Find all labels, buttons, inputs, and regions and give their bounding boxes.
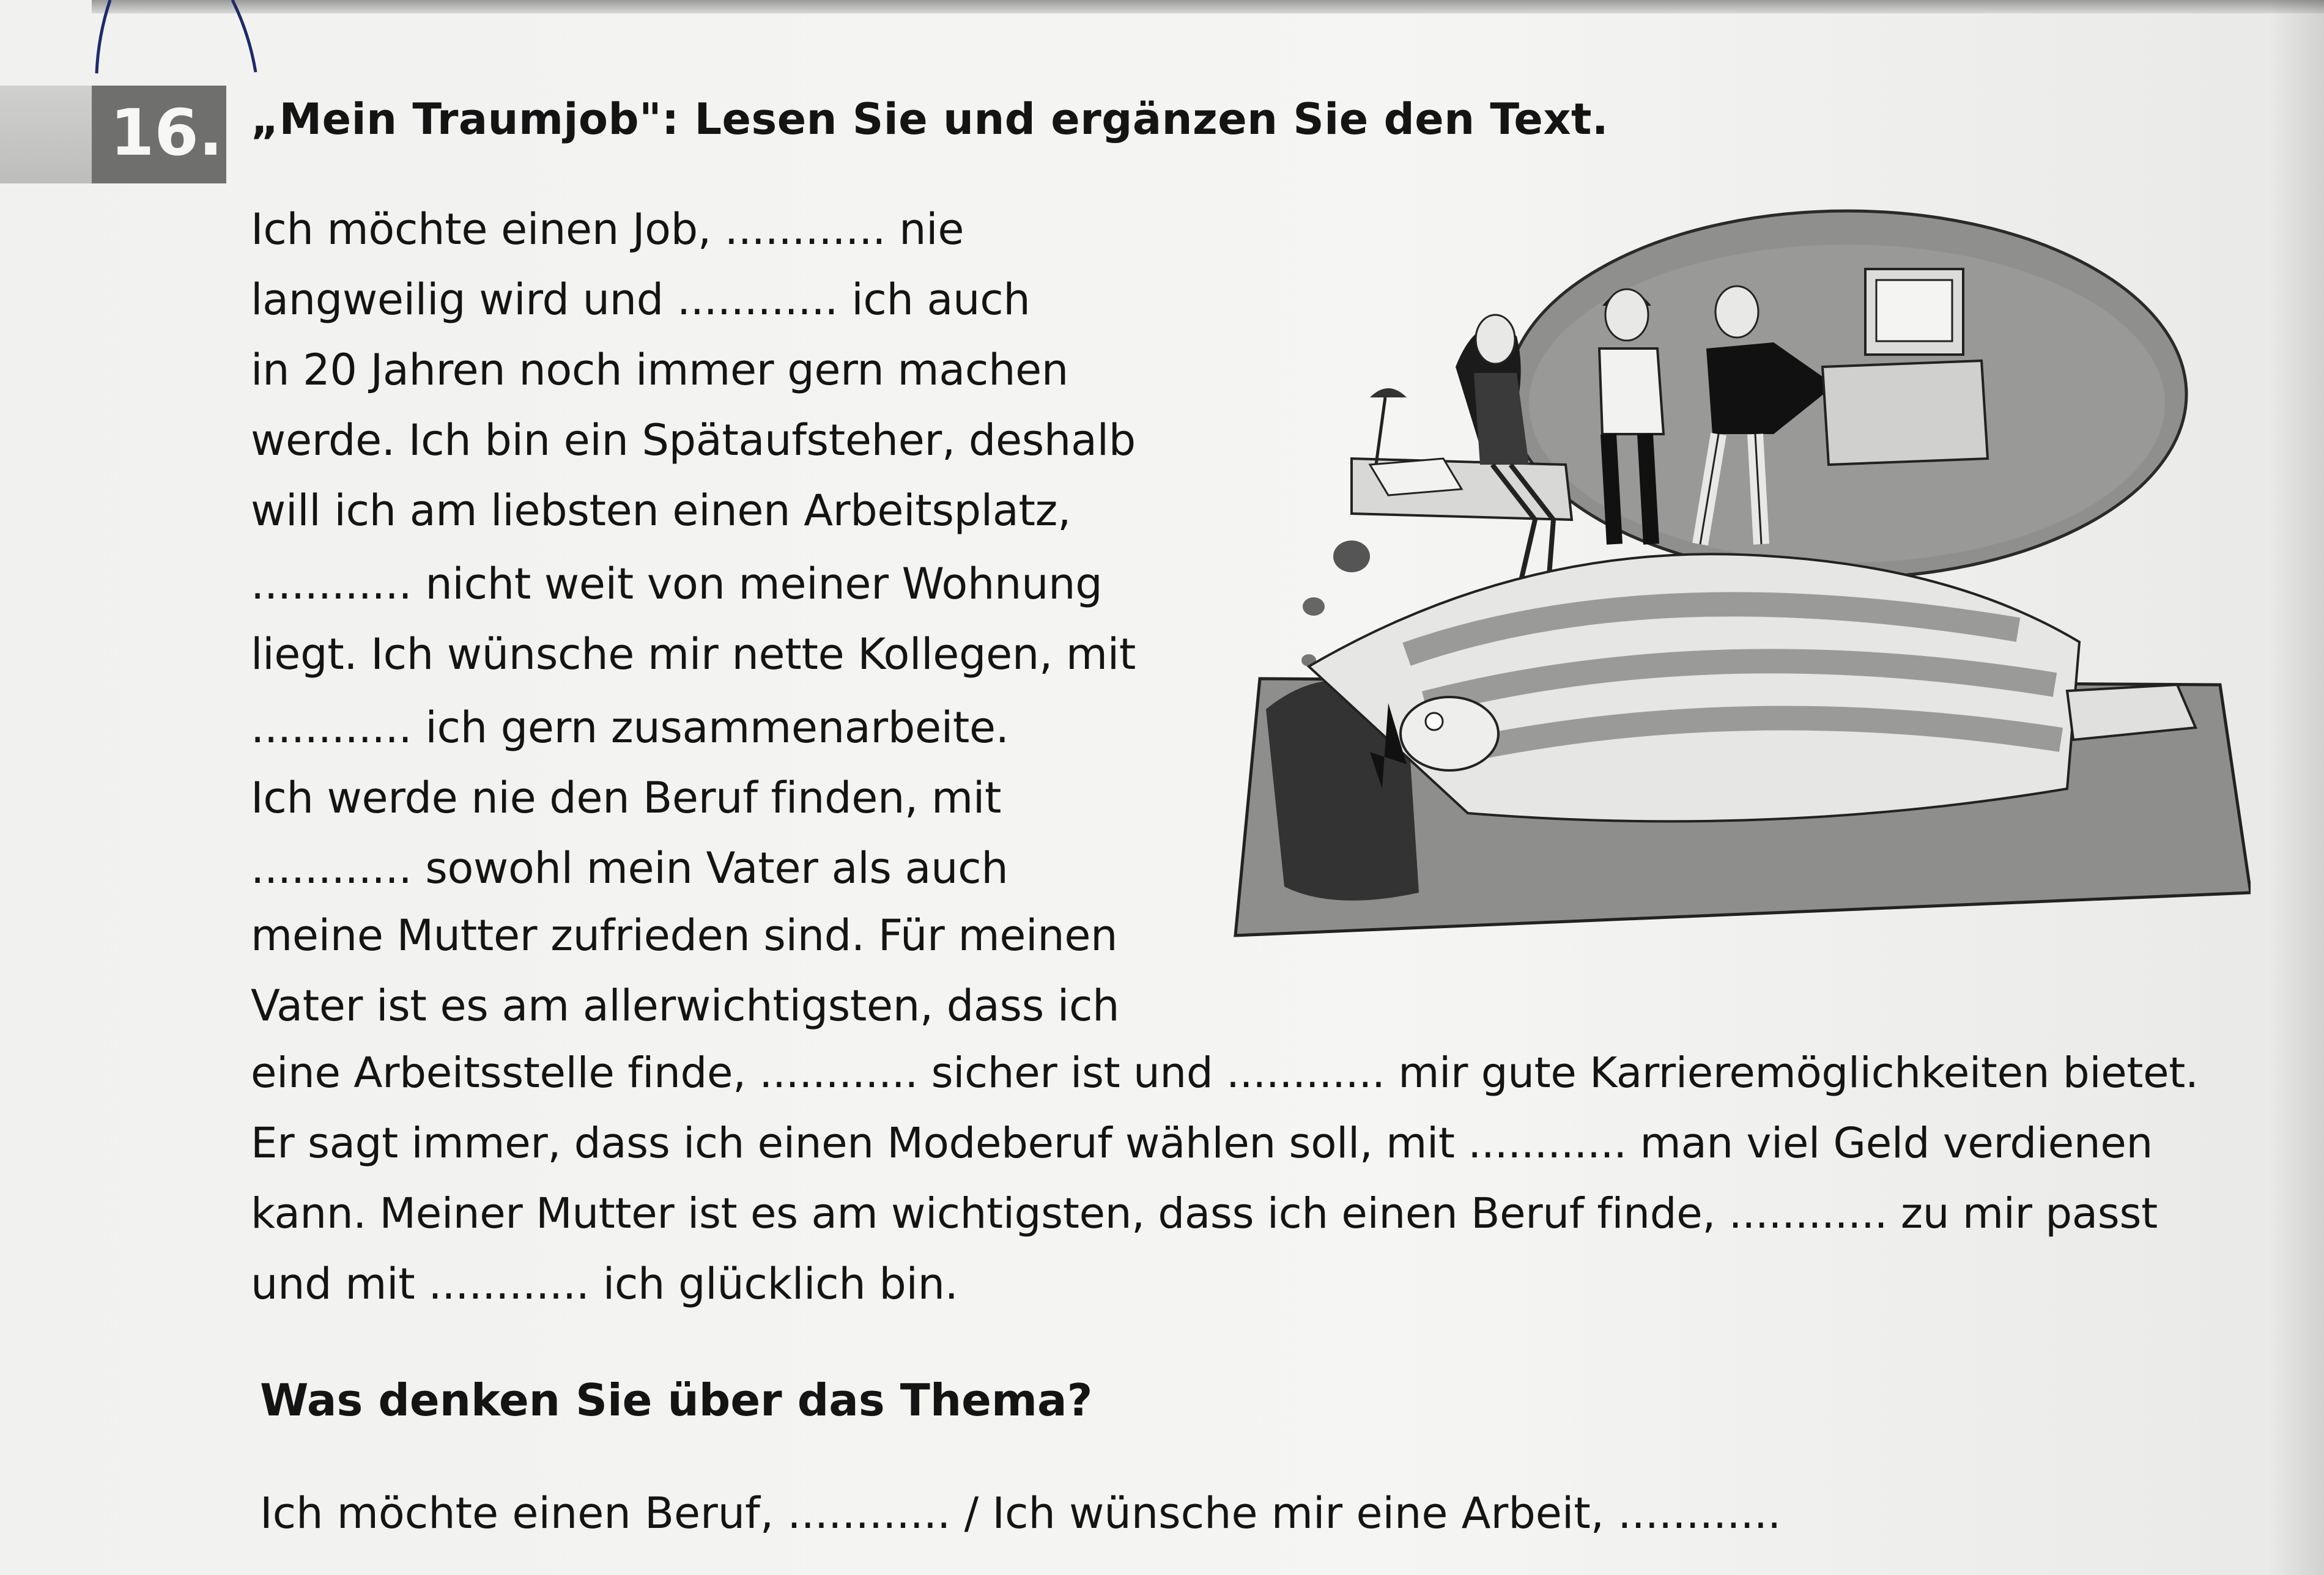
desk-lamp — [1370, 388, 1407, 397]
text-line: langweilig wird und ............ ich auch — [251, 275, 1031, 325]
page-top-edge — [92, 0, 2324, 13]
text-line: will ich am liebsten einen Arbeitsplatz, — [251, 485, 1071, 536]
text-line: Vater ist es am allerwichtigsten, dass ich — [251, 981, 1120, 1031]
text-line: ............ ich gern zusammenarbeite. — [251, 703, 1009, 753]
exercise-number: 16. — [110, 95, 223, 170]
exercise-title: „Mein Traumjob": Lesen Sie und ergänzen Sie den Text. — [251, 94, 1609, 144]
dream-illustration — [1223, 202, 2251, 966]
text-line: Ich möchte einen Job, ............ nie — [251, 204, 964, 254]
text-line: in 20 Jahren noch immer gern machen — [251, 345, 1068, 395]
page-binding-shadow — [2269, 0, 2324, 1575]
pen-mark — [86, 0, 269, 86]
discussion-heading: Was denken Sie über das Thema? — [260, 1374, 1093, 1426]
discussion-prompt: Ich möchte einen Beruf, ............ / Ich wünsche mir eine Arbeit, ............ — [260, 1488, 1782, 1538]
text-line: kann. Meiner Mutter ist es am wichtigsten, dass ich einen Beruf finde, ............ zu mir passt — [251, 1189, 2158, 1238]
text-line: meine Mutter zufrieden sind. Für meinen — [251, 910, 1118, 961]
thought-dot — [1303, 597, 1325, 616]
text-line: liegt. Ich wünsche mir nette Kollegen, mit — [251, 629, 1136, 679]
text-line: eine Arbeitsstelle finde, ............ sicher ist und ............ mir gute Karrieremöglichkeiten bietet. — [251, 1049, 2199, 1097]
text-line: Er sagt immer, dass ich einen Modeberuf wählen soll, mit ............ man viel Geld verdienen — [251, 1119, 2153, 1168]
thought-dot — [1333, 540, 1370, 572]
text-line: ............ nicht weit von meiner Wohnung — [251, 559, 1103, 609]
text-line: werde. Ich bin ein Spätaufsteher, deshalb — [251, 415, 1136, 465]
text-line: und mit ............ ich glücklich bin. — [251, 1259, 958, 1309]
tab-light-part — [0, 86, 92, 183]
text-line: Ich werde nie den Beruf finden, mit — [251, 773, 1002, 823]
text-line: ............ sowohl mein Vater als auch — [251, 843, 1008, 893]
